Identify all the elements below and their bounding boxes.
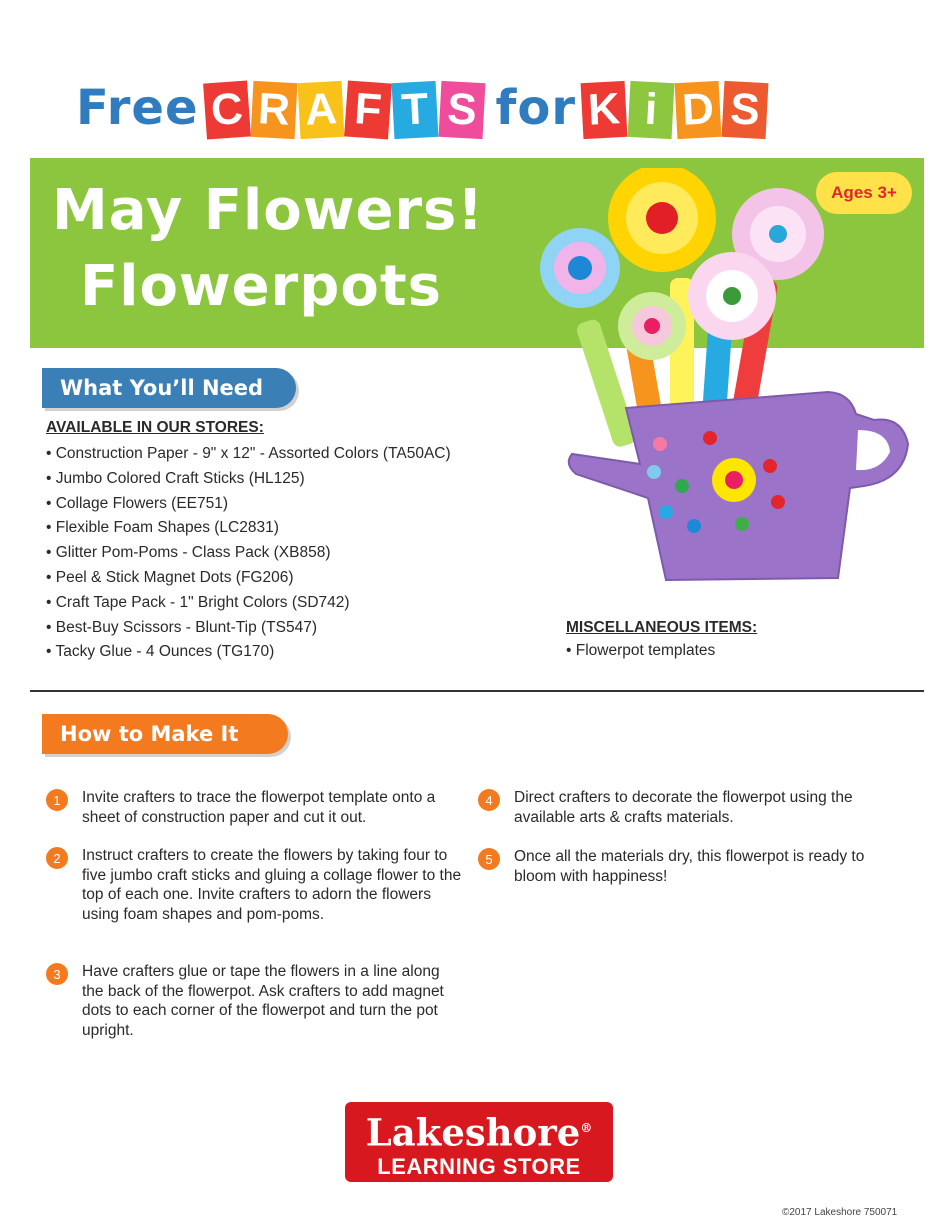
header-tile-d: D: [675, 81, 722, 139]
title-line-2: Flowerpots: [80, 254, 442, 319]
header-tile-r: R: [250, 81, 297, 139]
step-number-badge: 1: [46, 789, 68, 811]
step-text: Direct crafters to decorate the flowerpot using the available arts & crafts materials.: [514, 789, 853, 826]
list-item: • Peel & Stick Magnet Dots (FG206): [46, 568, 294, 586]
ages-badge: Ages 3+: [816, 172, 912, 214]
list-item: • Craft Tape Pack - 1" Bright Colors (SD742): [46, 593, 350, 611]
misc-heading: MISCELLANEOUS ITEMS:: [566, 619, 758, 636]
materials-list: [46, 442, 451, 665]
flower-blue: [540, 228, 620, 308]
header-tile-k: K: [581, 81, 628, 139]
logo-name: Lakeshore: [365, 1110, 581, 1155]
list-item: • Jumbo Colored Craft Sticks (HL125): [46, 469, 305, 487]
stores-heading: AVAILABLE IN OUR STORES:: [46, 419, 264, 436]
header-tile-t: T: [391, 81, 438, 139]
step-4: [478, 788, 888, 827]
logo-registered-mark: ®: [580, 1121, 593, 1135]
header-tile-s2: S: [722, 81, 769, 139]
step-2: [46, 846, 464, 924]
misc-list: [566, 640, 715, 662]
step-text: Have crafters glue or tape the flowers in a line along the back of the flowerpot. Ask crafters to add magnet dots to each corner of the flowerpot and turn the pot upright.: [82, 963, 444, 1039]
section-divider: [30, 690, 924, 692]
list-item: • Best-Buy Scissors - Blunt-Tip (TS547): [46, 618, 318, 636]
header-tile-a: A: [297, 81, 344, 139]
step-text: Once all the materials dry, this flowerpot is ready to bloom with happiness!: [514, 848, 865, 885]
what-youll-need-pill: What You’ll Need: [42, 368, 296, 408]
list-item: • Tacky Glue - 4 Ounces (TG170): [46, 643, 275, 661]
step-number-badge: 5: [478, 848, 500, 870]
flower-green: [618, 292, 686, 360]
title-line-1: May Flowers!: [52, 178, 484, 243]
step-number-badge: 2: [46, 847, 68, 869]
list-item: • Flowerpot templates: [566, 642, 716, 659]
step-3: [46, 962, 464, 1040]
copyright-notice: ©2017 Lakeshore 750071: [782, 1207, 898, 1218]
step-5: [478, 847, 888, 886]
logo-wordmark: [345, 1102, 613, 1154]
header-tile-i: i: [628, 81, 675, 139]
page-header: [76, 58, 770, 138]
list-item: • Collage Flowers (EE751): [46, 494, 229, 512]
logo-tagline: LEARNING STORE: [377, 1154, 581, 1180]
flower-white: [688, 252, 776, 340]
step-number-badge: 4: [478, 789, 500, 811]
list-item: • Construction Paper - 9" x 12" - Assorted Colors (TA50AC): [46, 445, 451, 462]
header-tile-c: C: [203, 81, 251, 140]
flower-yellow: [608, 168, 716, 272]
how-to-make-it-pill: How to Make It: [42, 714, 288, 754]
step-text: Invite crafters to trace the flowerpot template onto a sheet of construction paper and cut it out.: [82, 789, 436, 826]
list-item: • Flexible Foam Shapes (LC2831): [46, 519, 279, 537]
flowerpot-illustration: [528, 168, 928, 588]
step-text: Instruct crafters to create the flowers by taking four to five jumbo craft sticks and gluing a collage flower to the top of each one. Invite crafters to adorn the flowers using foam shapes and pom-poms.: [82, 847, 462, 923]
list-item: • Glitter Pom-Poms - Class Pack (XB858): [46, 544, 331, 562]
header-tile-f: F: [344, 81, 392, 140]
step-1: [46, 788, 464, 827]
header-free: Free: [76, 80, 199, 136]
step-number-badge: 3: [46, 963, 68, 985]
header-tile-s: S: [438, 81, 485, 139]
header-for: for: [495, 80, 577, 136]
lakeshore-logo: [345, 1102, 613, 1182]
